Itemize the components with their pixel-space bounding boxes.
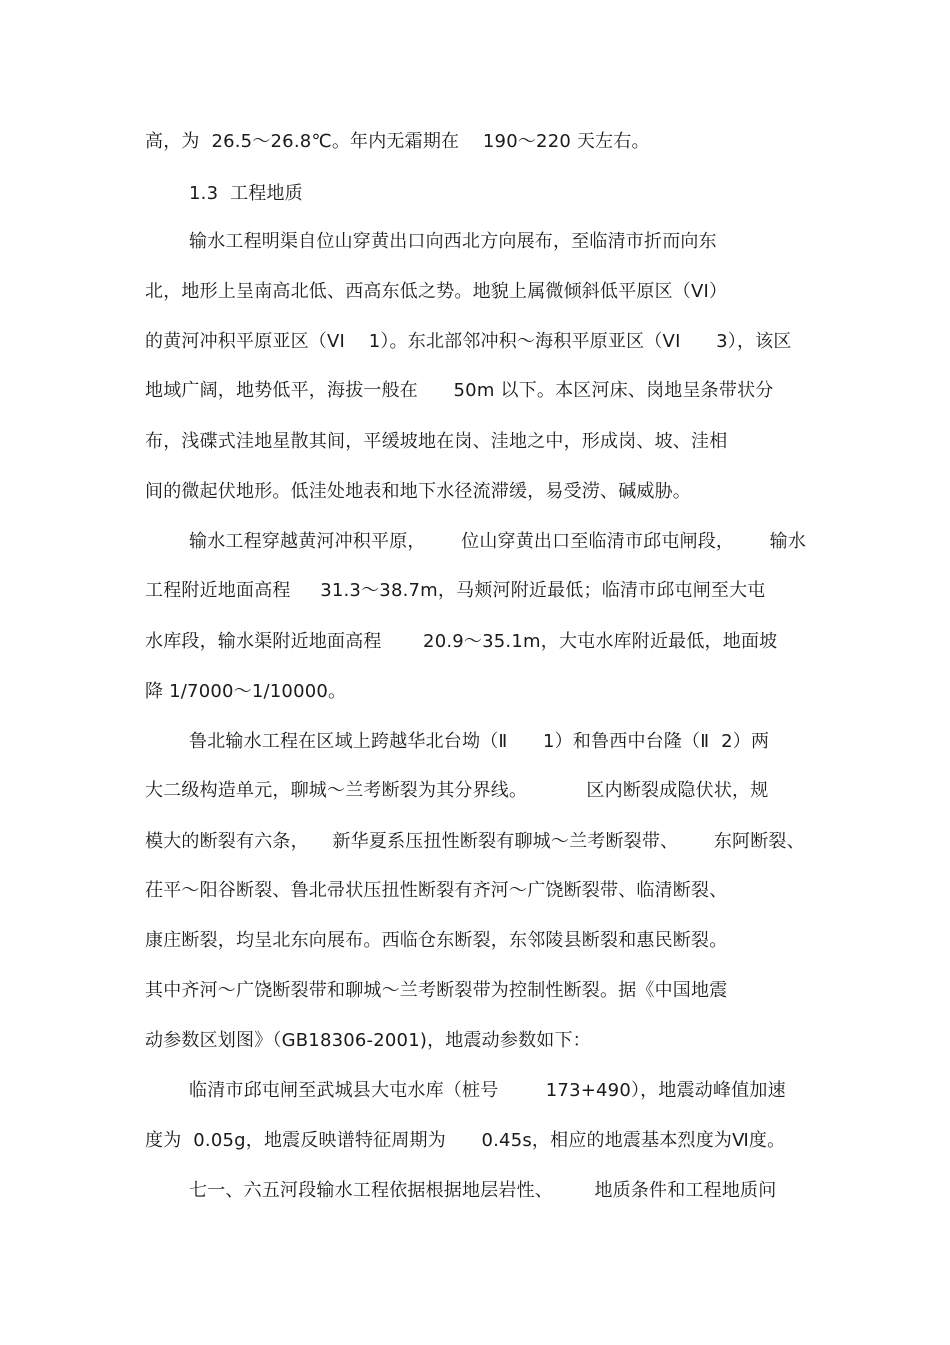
text-line-07: 布，浅碟式洼地星散其间，平缓坡地在岗、洼地之中，形成岗、坡、洼相 bbox=[145, 431, 728, 452]
text-line-08: 间的微起伏地形。低洼处地表和地下水径流滞缓，易受涝、碱威胁。 bbox=[145, 481, 691, 502]
text-line-05: 的黄河冲积平原亚区（VI 1）。东北部邻冲积～海积平原亚区（VI 3），该区 bbox=[145, 331, 792, 352]
text-line-12: 降 1/7000～1/10000。 bbox=[145, 681, 347, 702]
text-line-15: 模大的断裂有六条， 新华夏系压扭性断裂有聊城～兰考断裂带、 东阿断裂、 bbox=[145, 831, 805, 852]
text-line-20: 临清市邱屯闸至武城县大屯水库（桩号 173+490），地震动峰值加速 bbox=[189, 1080, 786, 1101]
text-line-22: 七一、六五河段输水工程依据根据地层岩性、 地质条件和工程地质问 bbox=[189, 1180, 777, 1201]
text-line-19: 动参数区划图》（GB18306-2001)，地震动参数如下： bbox=[145, 1030, 591, 1051]
text-line-21: 度为 0.05g，地震反映谱特征周期为 0.45s，相应的地震基本烈度为Ⅵ度。 bbox=[145, 1130, 786, 1151]
text-line-01: 高，为 26.5～26.8℃。年内无霜期在 190～220 天左右。 bbox=[145, 131, 650, 152]
text-line-10: 工程附近地面高程 31.3～38.7m，马颊河附近最低；临清市邱屯闸至大屯 bbox=[145, 580, 766, 601]
text-line-17: 康庄断裂，均呈北东向展布。西临仓东断裂，东邻陵县断裂和惠民断裂。 bbox=[145, 930, 728, 951]
text-line-13: 鲁北输水工程在区域上跨越华北台坳（Ⅱ 1）和鲁西中台隆（Ⅱ 2）两 bbox=[189, 731, 770, 752]
text-line-11: 水库段，输水渠附近地面高程 20.9～35.1m，大屯水库附近最低，地面坡 bbox=[145, 631, 778, 652]
text-line-03: 输水工程明渠自位山穿黄出口向西北方向展布，至临清市折而向东 bbox=[189, 231, 717, 252]
text-line-16: 茌平～阳谷断裂、鲁北帚状压扭性断裂有齐河～广饶断裂带、临清断裂、 bbox=[145, 880, 728, 901]
text-line-04: 北，地形上呈南高北低、西高东低之势。地貌上属微倾斜低平原区（VI） bbox=[145, 281, 728, 302]
text-line-06: 地域广阔，地势低平，海拔一般在 50m 以下。本区河床、岗地呈条带状分 bbox=[145, 380, 774, 401]
text-line-14: 大二级构造单元，聊城～兰考断裂为其分界线。 区内断裂成隐伏状，规 bbox=[145, 780, 769, 801]
section-heading-1-3: 1.3 工程地质 bbox=[189, 183, 303, 204]
text-line-09: 输水工程穿越黄河冲积平原， 位山穿黄出口至临清市邱屯闸段， 输水 bbox=[189, 531, 807, 552]
text-line-18: 其中齐河～广饶断裂带和聊城～兰考断裂带为控制性断裂。据《中国地震 bbox=[145, 980, 728, 1001]
